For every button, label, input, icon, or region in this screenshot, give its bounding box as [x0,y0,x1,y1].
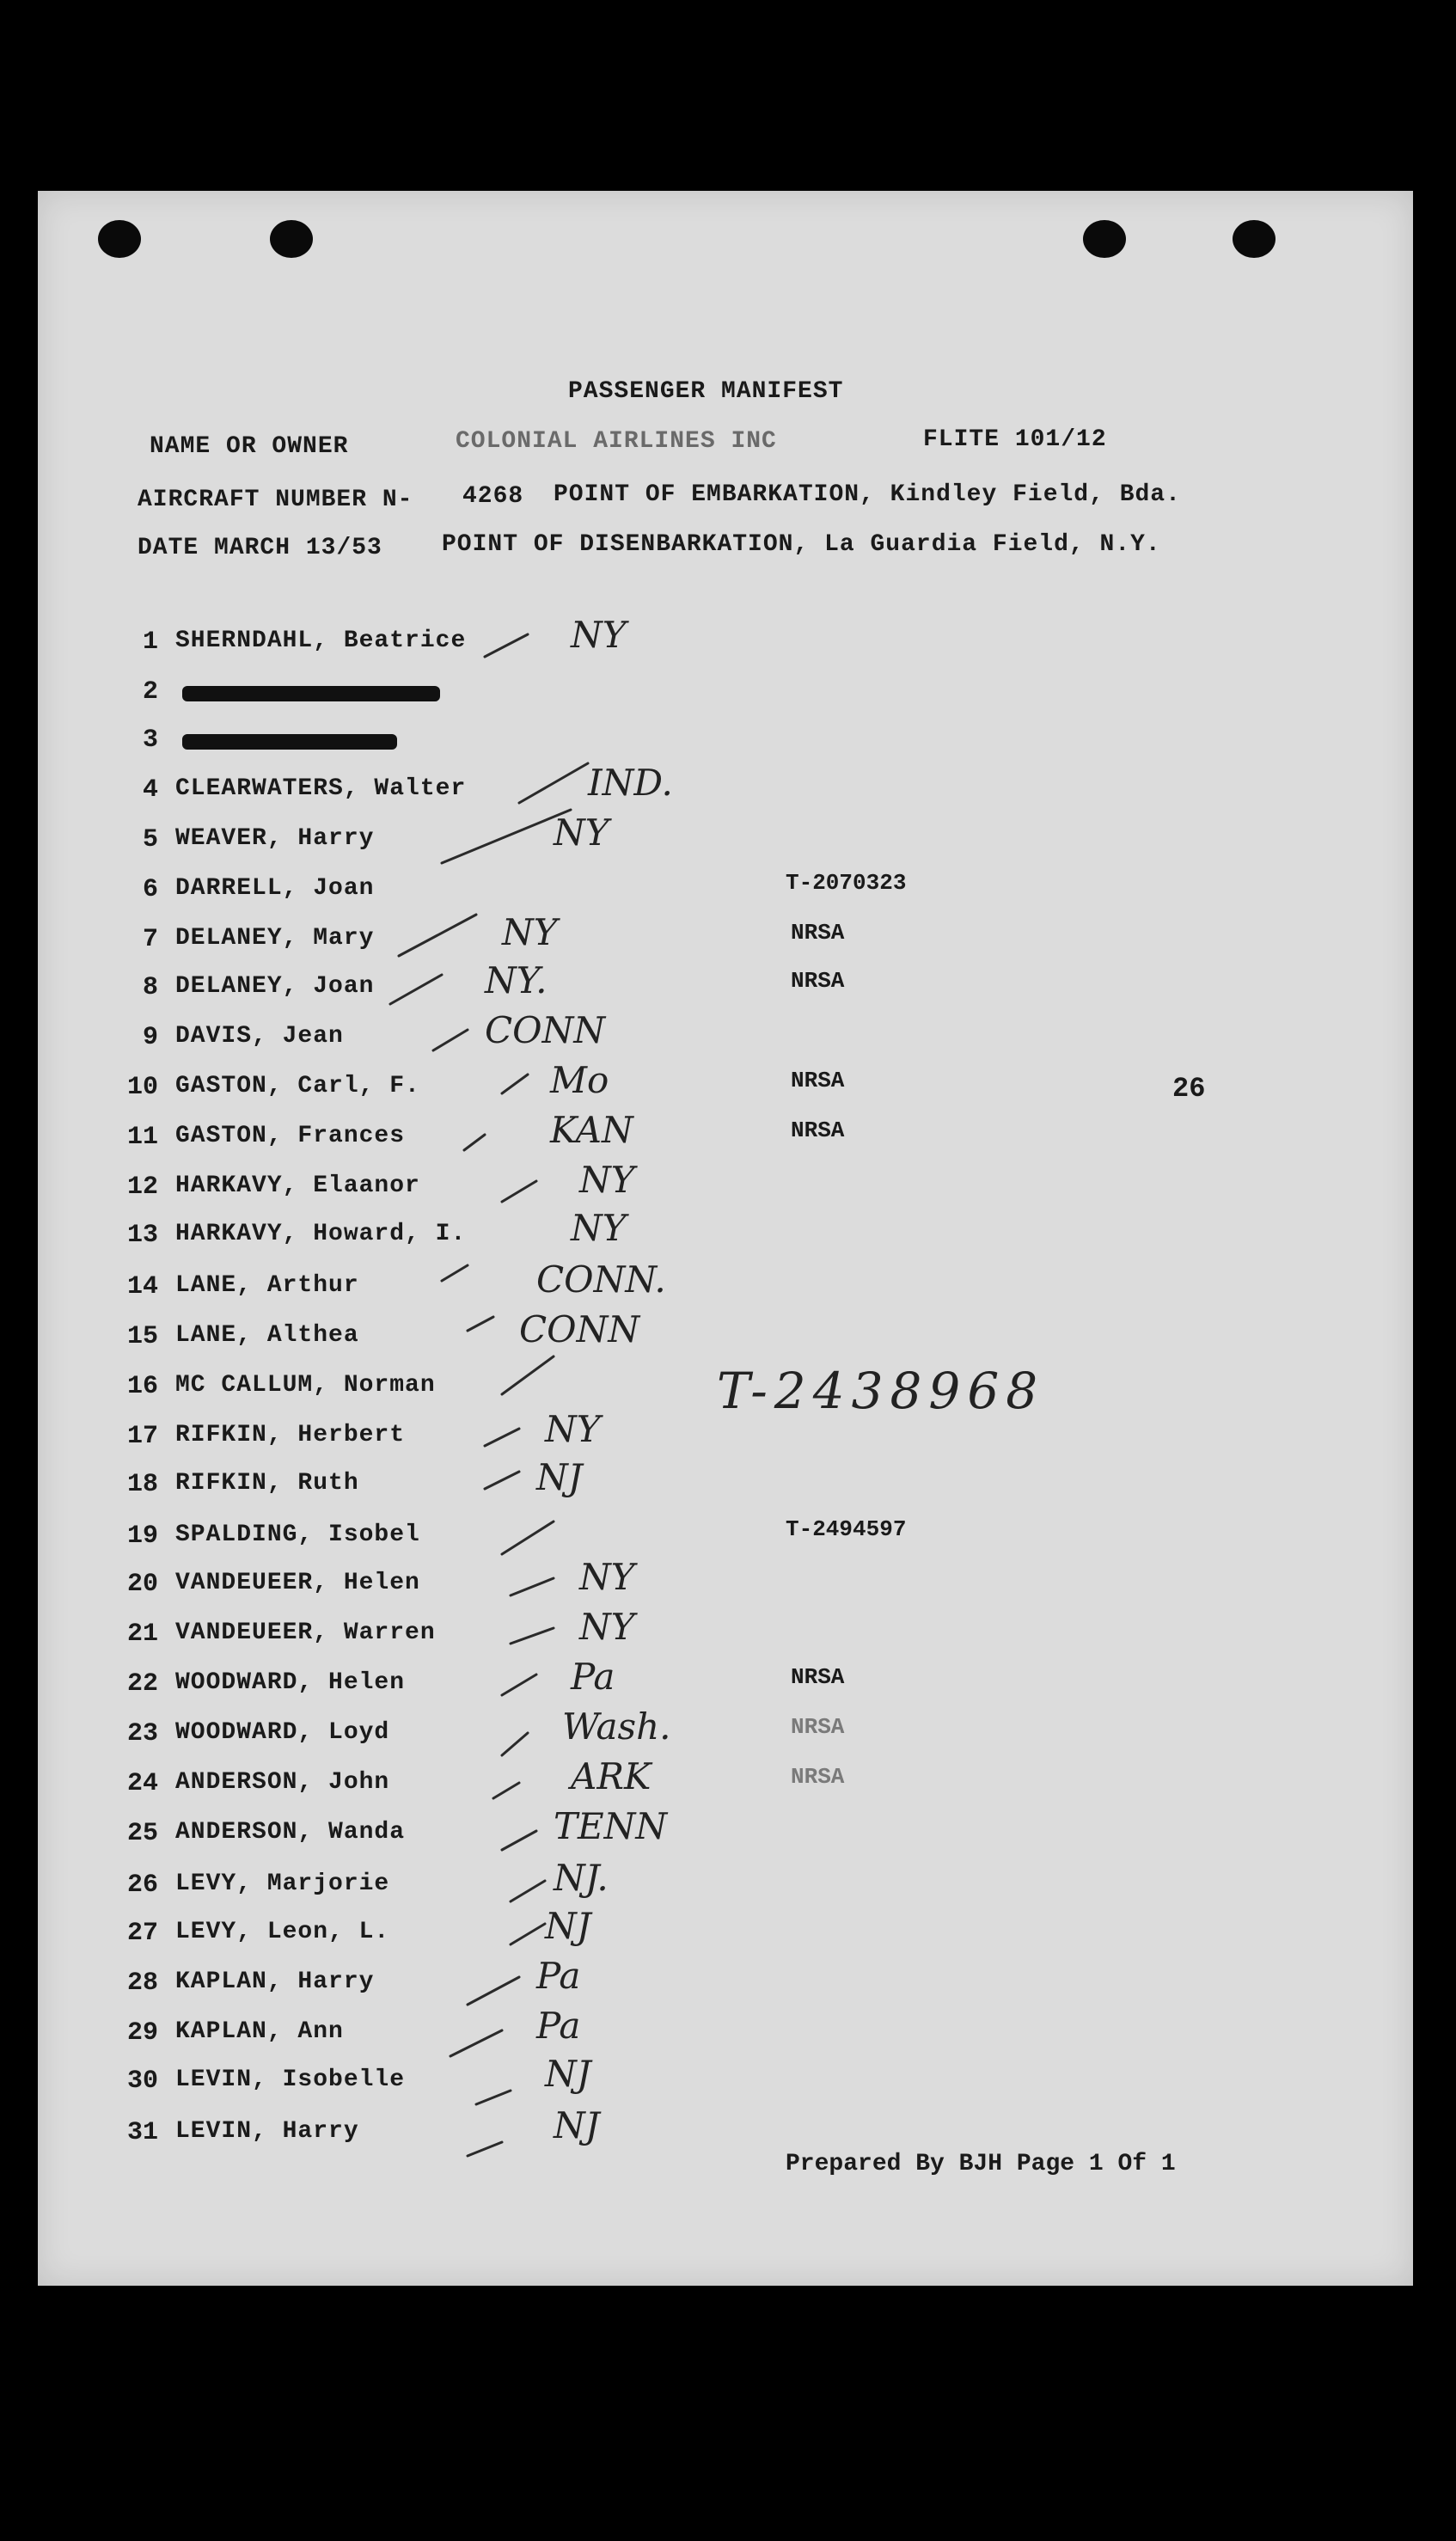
handwritten-ticket-number: T-2438968 [717,1362,1045,1420]
passenger-name: LANE, Arthur [175,1272,359,1299]
row-number: 9 [142,1023,158,1052]
passenger-note: NRSA [791,1117,845,1143]
row-number: 17 [126,1422,158,1451]
owner-value: COLONIAL AIRLINES INC [456,428,777,455]
handwritten-state: CONN [485,1009,606,1051]
passenger-note: NRSA [791,920,845,946]
handwritten-state: Mo [550,1059,609,1101]
row-number: 3 [142,726,158,755]
manifest-paper [38,191,1413,2286]
row-number: 8 [142,973,158,1002]
passenger-name: HARKAVY, Howard, I. [175,1221,467,1247]
handwritten-state: NJ. [554,1857,609,1899]
handwritten-state: CONN. [536,1258,666,1301]
handwritten-state: CONN [519,1308,640,1350]
handwritten-state: NY [571,1207,627,1249]
row-number: 25 [126,1819,158,1848]
handwritten-state: IND. [588,762,673,804]
handwritten-state: Pa [536,2005,581,2047]
row-number: 20 [126,1570,158,1599]
handwritten-state: NY [545,1408,601,1450]
disembarkation: POINT OF DISENBARKATION, La Guardia Field, N.Y. [442,531,1161,558]
row-number: 26 [126,1871,158,1900]
handwritten-state: KAN [550,1109,633,1151]
aircraft-number: 4268 [462,483,524,510]
passenger-name: LANE, Althea [175,1322,359,1349]
date-label: DATE MARCH 13/53 [138,535,382,561]
row-number: 30 [126,2066,158,2096]
passenger-name: DELANEY, Mary [175,925,375,952]
manifest-title: PASSENGER MANIFEST [568,378,844,405]
handwritten-state: NY [579,1606,635,1648]
handwritten-state: NY [579,1159,635,1201]
row-number: 12 [126,1173,158,1202]
passenger-name: LEVY, Marjorie [175,1871,390,1897]
handwritten-state: NJ [554,2104,600,2146]
row-number: 31 [126,2118,158,2147]
passenger-name: KAPLAN, Harry [175,1969,375,1995]
passenger-name: DARRELL, Joan [175,875,375,902]
passenger-name: CLEARWATERS, Walter [175,775,467,802]
row-number: 21 [126,1620,158,1649]
handwritten-state: NJ [545,1905,591,1947]
check-marks [38,191,1413,2286]
row-number: 22 [126,1669,158,1699]
row-number: 1 [142,628,158,657]
row-number: 6 [142,875,158,904]
handwritten-state: TENN [554,1805,668,1847]
row-number: 2 [142,677,158,707]
passenger-note: NRSA [791,1714,845,1740]
passenger-name: LEVIN, Harry [175,2118,359,2145]
handwritten-state: NY [554,811,609,854]
handwritten-state: NY [571,614,627,656]
handwritten-state: NJ [536,1456,583,1498]
passenger-name: GASTON, Carl, F. [175,1073,420,1099]
owner-label: NAME OR OWNER [150,433,349,460]
row-number: 4 [142,775,158,805]
handwritten-state: NY [502,911,558,953]
passenger-name: LEVY, Leon, L. [175,1919,390,1945]
handwritten-state: Pa [536,1955,581,1997]
row-number: 15 [126,1322,158,1351]
passenger-name: WOODWARD, Helen [175,1669,406,1696]
passenger-name: DELANEY, Joan [175,973,375,1000]
aircraft-label: AIRCRAFT NUMBER N- [138,487,413,513]
handwritten-state: NY. [485,959,548,1001]
row-number: 23 [126,1719,158,1748]
row-number: 11 [126,1123,158,1152]
handwritten-state: ARK [571,1755,652,1797]
passenger-name: SPALDING, Isobel [175,1522,420,1548]
passenger-name: WEAVER, Harry [175,825,375,852]
embarkation: POINT OF EMBARKATION, Kindley Field, Bda. [554,481,1181,508]
handwritten-state: Pa [571,1656,615,1698]
passenger-name: DAVIS, Jean [175,1023,344,1050]
handwritten-state: Wash. [562,1705,671,1748]
passenger-name: MC CALLUM, Norman [175,1372,436,1399]
row-number: 5 [142,825,158,854]
row-number: 13 [126,1221,158,1250]
passenger-note: T-2070323 [786,870,907,896]
row-number: 19 [126,1522,158,1551]
flight-number: FLITE 101/12 [923,426,1107,453]
passenger-note: NRSA [791,1068,845,1093]
handwritten-state: NJ [545,2053,591,2095]
passenger-note: NRSA [791,1664,845,1690]
row-number: 28 [126,1969,158,1998]
passenger-name: WOODWARD, Loyd [175,1719,390,1746]
row-number: 18 [126,1470,158,1499]
side-count: 26 [1172,1073,1206,1105]
row-number: 27 [126,1919,158,1948]
passenger-name: RIFKIN, Ruth [175,1470,359,1497]
passenger-note: T-2494597 [786,1516,907,1542]
passenger-name: HARKAVY, Elaanor [175,1173,420,1199]
row-number: 10 [126,1073,158,1102]
passenger-note: NRSA [791,1764,845,1790]
passenger-name: RIFKIN, Herbert [175,1422,406,1448]
handwritten-state: NY [579,1556,635,1598]
passenger-name: LEVIN, Isobelle [175,2066,406,2093]
passenger-name: KAPLAN, Ann [175,2018,344,2045]
passenger-name: VANDEUEER, Helen [175,1570,420,1596]
passenger-name: ANDERSON, Wanda [175,1819,406,1846]
row-number: 16 [126,1372,158,1401]
row-number: 24 [126,1769,158,1798]
passenger-name: GASTON, Frances [175,1123,406,1149]
row-number: 7 [142,925,158,954]
passenger-name: VANDEUEER, Warren [175,1620,436,1646]
passenger-note: NRSA [791,968,845,994]
passenger-name: ANDERSON, John [175,1769,390,1796]
row-number: 14 [126,1272,158,1301]
passenger-name: SHERNDAHL, Beatrice [175,628,467,654]
row-number: 29 [126,2018,158,2048]
prepared-by-footer: Prepared By BJH Page 1 Of 1 [786,2151,1176,2177]
